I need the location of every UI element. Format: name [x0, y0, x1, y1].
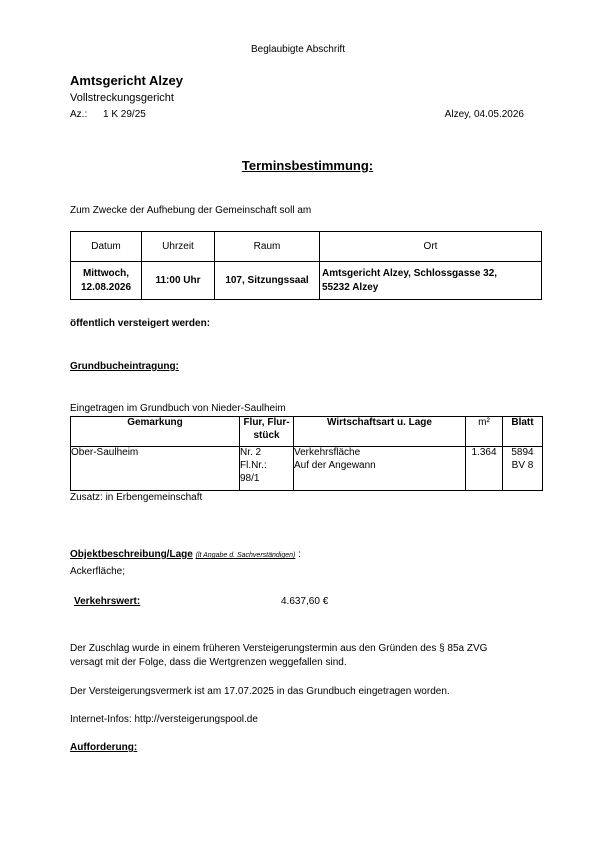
case-number-label: Az.: [70, 109, 88, 120]
grundbuch-intro: Eingetragen im Grundbuch von Nieder-Saulheim [70, 403, 286, 414]
wirtschaftsart: Verkehrsfläche [294, 447, 361, 458]
objekt-colon: : [298, 549, 301, 560]
objekt-text: Ackerfläche; [70, 566, 126, 577]
flur-flnr-label: Fl.Nr.: [240, 460, 267, 471]
internet-info: Internet-Infos: http://versteigerungspool.de [70, 714, 258, 725]
cell-uhrzeit: 11:00 Uhr [142, 262, 215, 300]
court-subtitle: Vollstreckungsgericht [70, 92, 174, 104]
zuschlag-line1: Der Zuschlag wurde in einem früheren Versteigerungstermin aus den Gründen des § 85a ZVG [70, 643, 488, 654]
cell-gemarkung: Ober-Saulheim [71, 447, 240, 491]
cell-flur [240, 447, 294, 491]
cell-raum: 107, Sitzungssaal [215, 262, 320, 300]
header-qm: m² [466, 417, 503, 447]
grundbuch-table [70, 416, 543, 491]
cell-datum [71, 262, 142, 300]
vermerk-text: Der Versteigerungsvermerk ist am 17.07.2025 in das Grundbuch eingetragen worden. [70, 686, 450, 697]
cell-blatt [503, 447, 543, 491]
objekt-heading: Objektbeschreibung/Lage [70, 549, 193, 560]
intro-text: Zum Zwecke der Aufhebung der Gemeinschaft soll am [70, 205, 312, 216]
datum-weekday: Mittwoch, [82, 268, 130, 279]
zuschlag-line2: versagt mit der Folge, dass die Wertgrenzen weggefallen sind. [70, 657, 347, 668]
datum-date: 12.08.2026 [80, 282, 132, 293]
lage: Auf der Angewann [294, 460, 376, 471]
grundbuch-heading: Grundbucheintragung: [70, 361, 179, 372]
header-flur-line1: Flur, Flur- [243, 417, 290, 428]
termin-table [70, 231, 542, 300]
cell-ort [320, 262, 542, 300]
blatt-bv: BV 8 [511, 460, 534, 471]
versteigert-text: öffentlich versteigert werden: [70, 318, 211, 329]
verkehrswert-label: Verkehrswert: [74, 596, 141, 607]
header-uhrzeit: Uhrzeit [142, 232, 215, 262]
aufforderung-heading: Aufforderung: [70, 742, 138, 753]
header-flur-line2: stück [253, 430, 280, 441]
zusatz-text: Zusatz: in Erbengemeinschaft [70, 492, 203, 503]
flur-nr: Nr. 2 [240, 447, 262, 458]
flur-flnr-value: 98/1 [240, 473, 260, 484]
blatt-number: 5894 [511, 447, 534, 458]
header-flur [240, 417, 294, 447]
ort-address: Amtsgericht Alzey, Schlossgasse 32, [322, 268, 498, 279]
header-raum: Raum [215, 232, 320, 262]
header-gemarkung: Gemarkung [71, 417, 240, 447]
verkehrswert-value: 4.637,60 € [281, 596, 329, 607]
place-date: Alzey, 04.05.2026 [444, 109, 524, 120]
objekt-heading-line [70, 549, 301, 560]
header-ort: Ort [320, 232, 542, 262]
ort-city: 55232 Alzey [322, 282, 379, 293]
page-title: Terminsbestimmung: [241, 158, 374, 173]
cell-qm: 1.364 [466, 447, 503, 491]
copy-note: Beglaubigte Abschrift [251, 44, 345, 55]
case-number: 1 K 29/25 [103, 109, 146, 120]
header-wirtschaftsart: Wirtschaftsart u. Lage [294, 417, 466, 447]
cell-wirtschaftsart [294, 447, 466, 491]
objekt-note: (lt Angabe d. Sachverständigen) [195, 552, 296, 559]
header-datum: Datum [71, 232, 142, 262]
court-name: Amtsgericht Alzey [70, 73, 183, 88]
header-blatt: Blatt [503, 417, 543, 447]
